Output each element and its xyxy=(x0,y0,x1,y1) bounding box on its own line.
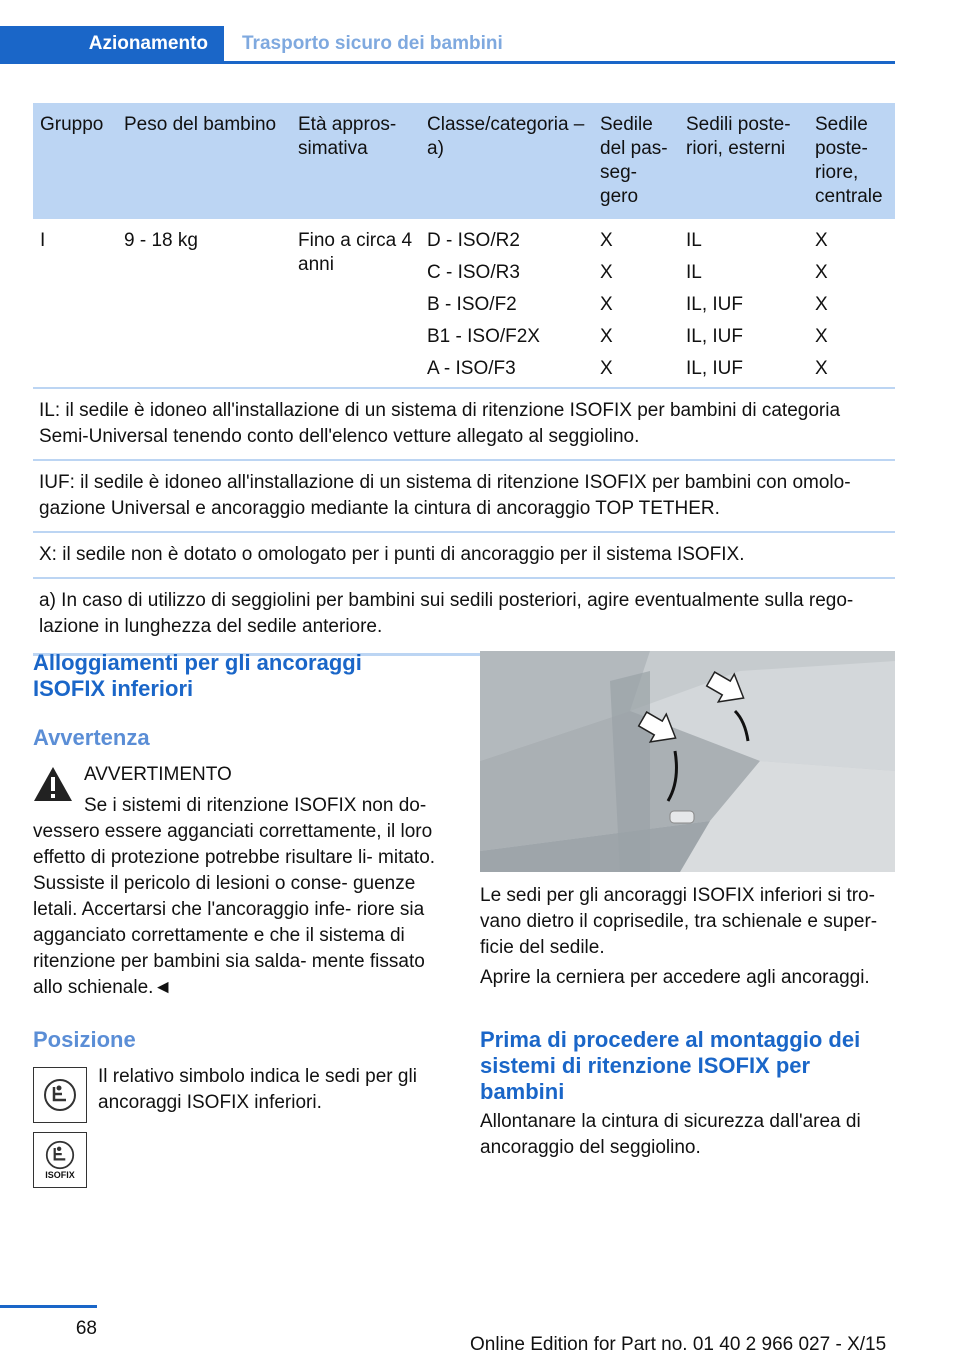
classe-item: D - ISO/R2 xyxy=(427,230,520,251)
classe-item: B1 - ISO/F2X xyxy=(427,326,540,347)
th-peso: Peso del bambino xyxy=(124,114,277,135)
open-zipper-text: Aprire la cerniera per accedere agli ancoraggi. xyxy=(480,967,870,988)
position-text: Il relativo simbolo indica le sedi per gli ancoraggi ISOFIX inferiori. xyxy=(98,1066,417,1113)
centrale-item: X xyxy=(815,294,828,315)
th-gruppo: Gruppo xyxy=(40,114,104,135)
th-eta: Età appros- simativa xyxy=(298,114,397,159)
th-posteriori-esterni: Sedili poste- riori, esterni xyxy=(686,114,791,159)
esterni-item: IL xyxy=(686,262,702,283)
isofix-anchor-photo xyxy=(480,651,895,872)
anchor-location-text: Le sedi per gli ancoraggi ISOFIX inferiori si tro- vano dietro il coprisedile, tra schienale e super- ficie del sedile. xyxy=(480,885,878,958)
warning-text: Se i sistemi di ritenzione ISOFIX non do- vessero essere agganciati correttamente, il loro effetto di protezione potrebbe risultare li- mitato. Sussiste il pericolo di lesioni o conse- guenze letali. Accertarsi che l'ancoraggio infe- riore sia agganciato correttamente e che il sistema di ritenzione per bambini sia salda- mente fissato allo schienale.◄ xyxy=(33,795,436,998)
esterni-item: IL, IUF xyxy=(686,358,744,379)
esterni-item: IL, IUF xyxy=(686,294,744,315)
child-seat-icon xyxy=(43,1078,77,1112)
classe-item: C - ISO/R3 xyxy=(427,262,520,283)
passeggero-item: X xyxy=(600,326,613,347)
belt-instruction-text: Allontanare la cintura di sicurezza dall'area di ancoraggio del seggiolino. xyxy=(480,1111,861,1158)
section-title: Alloggiamenti per gli ancoraggi ISOFIX inferiori xyxy=(33,650,362,701)
table-row xyxy=(33,219,895,389)
passeggero-item: X xyxy=(600,358,613,379)
th-passeggero: Sedile del pas- seg- gero xyxy=(600,114,668,207)
centrale-item: X xyxy=(815,230,828,251)
mounting-heading: Prima di procedere al montaggio dei sistemi di ritenzione ISOFIX per bambini xyxy=(480,1027,861,1104)
centrale-item: X xyxy=(815,326,828,347)
cell-posteriori-esterni xyxy=(686,229,743,389)
cell-eta: Fino a circa 4 anni xyxy=(298,230,413,275)
subsection-title[interactable]: Trasporto sicuro dei bambini xyxy=(242,33,503,54)
passeggero-item: X xyxy=(600,294,613,315)
passeggero-item: X xyxy=(600,262,613,283)
page-number: 68 xyxy=(75,1318,97,1339)
classe-item: A - ISO/F3 xyxy=(427,358,516,379)
cell-passeggero xyxy=(600,229,613,389)
classe-item: B - ISO/F2 xyxy=(427,294,517,315)
table-note-a: a) In caso di utilizzo di seggiolini per bambini sui sedili posteriori, agire eventualmente sulla rego- lazione in lunghezza del sedile anteriore. xyxy=(39,590,854,637)
isofix-table xyxy=(33,103,895,656)
warning-label: AVVERTIMENTO xyxy=(84,764,232,785)
isofix-symbol-label: ISOFIX xyxy=(45,1169,75,1180)
cell-posteriore-centrale xyxy=(815,229,828,389)
footer-rule xyxy=(0,1305,97,1308)
table-header xyxy=(33,103,895,219)
table-note-il: IL: il sedile è idoneo all'installazione di un sistema di ritenzione ISOFIX per bambini di categoria Semi-Universal tenendo conto dell'elenco vetture allegato al seggiolino. xyxy=(33,389,895,461)
centrale-item: X xyxy=(815,262,828,283)
position-heading: Posizione xyxy=(33,1027,136,1052)
edition-text: Online Edition for Part no. 01 40 2 966 027 - X/15 xyxy=(470,1334,887,1355)
isofix-seat-symbol-small xyxy=(33,1067,87,1123)
cell-classi xyxy=(427,229,540,389)
section-tab[interactable]: Azionamento xyxy=(0,26,224,61)
isofix-seat-symbol xyxy=(33,1132,87,1188)
table-note-x: X: il sedile non è dotato o omologato per i punti di ancoraggio per il sistema ISOFIX. xyxy=(33,533,895,579)
child-seat-icon xyxy=(45,1140,75,1170)
table-note-iuf: IUF: il sedile è idoneo all'installazione di un sistema di ritenzione ISOFIX per bambini con omolo- gazione Universal e ancoraggio mediante la cintura di ancoraggio TOP TETHER. xyxy=(33,461,895,533)
esterni-item: IL xyxy=(686,230,702,251)
cell-peso: 9 - 18 kg xyxy=(124,230,198,251)
centrale-item: X xyxy=(815,358,828,379)
cell-gruppo: I xyxy=(40,230,46,251)
warning-heading: Avvertenza xyxy=(33,725,150,750)
th-posteriore-centrale: Sedile poste- riore, centrale xyxy=(815,114,883,207)
th-classe: Classe/categoria – a) xyxy=(427,114,585,159)
passeggero-item: X xyxy=(600,230,613,251)
esterni-item: IL, IUF xyxy=(686,326,744,347)
header-rule xyxy=(0,61,895,64)
rear-seat-illustration xyxy=(480,651,895,872)
